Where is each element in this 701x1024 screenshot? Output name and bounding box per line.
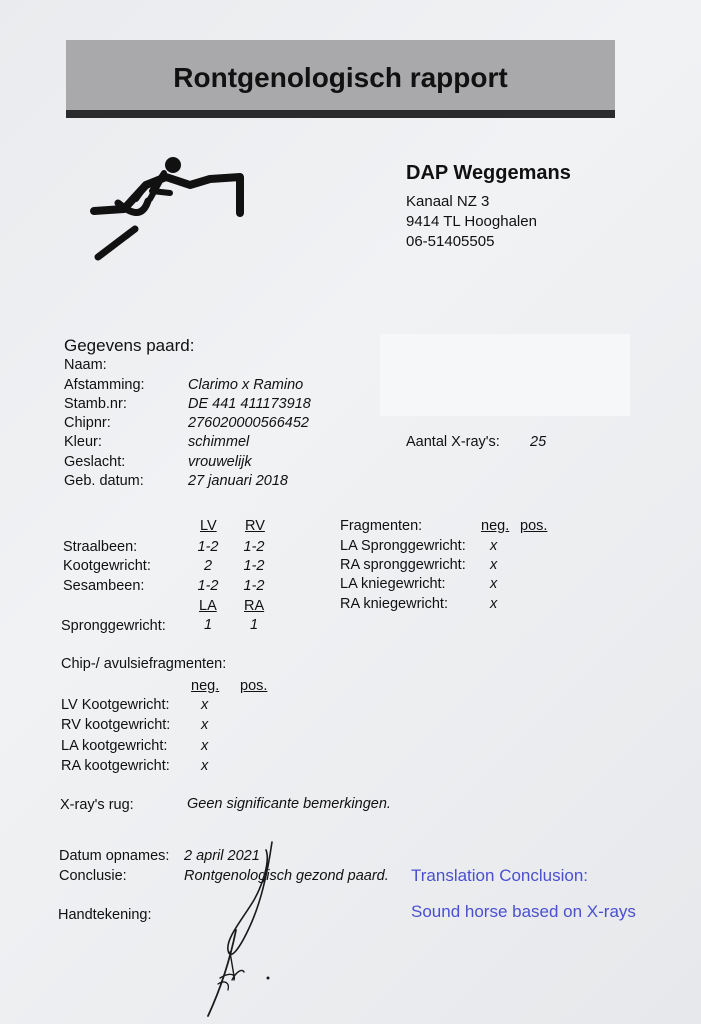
pedigree-value: Clarimo x Ramino <box>188 377 304 393</box>
col-la-header: LA <box>199 598 217 614</box>
fragments-neg-header: neg. <box>481 518 510 534</box>
date-value: 2 april 2021 <box>184 848 260 864</box>
back-xray-value: Geen significante bemerkingen. <box>187 796 391 812</box>
name-label: Naam: <box>64 357 107 373</box>
col-rv-header: RV <box>245 518 265 534</box>
fragment-row-neg: x <box>490 538 498 554</box>
xray-count-label: Aantal X-ray's: <box>406 434 500 450</box>
signature-label: Handtekening: <box>58 907 152 923</box>
studbook-value: DE 441 411173918 <box>188 396 311 412</box>
grade-row-lv: 1-2 <box>197 539 219 555</box>
conclusion-label: Conclusie: <box>59 868 127 884</box>
dob-label: Geb. datum: <box>64 473 144 489</box>
fragment-row-label: RA kniegewricht: <box>340 596 448 612</box>
spronggewricht-la: 1 <box>203 617 213 633</box>
fragment-row-label: RA spronggewricht: <box>340 557 466 573</box>
clinic-address-line1: Kanaal NZ 3 <box>406 193 490 210</box>
horse-section-title: Gegevens paard: <box>64 336 195 355</box>
fragment-row-label: LA kniegewricht: <box>340 576 446 592</box>
grade-row-lv: 2 <box>203 558 213 574</box>
fragments-title: Fragmenten: <box>340 518 423 534</box>
handwritten-signature <box>190 830 310 1020</box>
clinic-phone: 06-51405505 <box>406 233 495 250</box>
fragment-row-label: LA Spronggewricht: <box>340 538 466 554</box>
fragment-row-neg: x <box>490 557 498 573</box>
chip-value: 276020000566452 <box>188 415 309 431</box>
sex-value: vrouwelijk <box>188 454 252 470</box>
translation-text: Sound horse based on X-rays <box>411 902 636 921</box>
report-title: Rontgenologisch rapport <box>173 62 508 93</box>
chip-label: Chipnr: <box>64 415 111 431</box>
grade-row-label: Sesambeen: <box>63 578 145 594</box>
conclusion-value: Rontgenologisch gezond paard. <box>184 868 389 884</box>
studbook-label: Stamb.nr: <box>64 396 127 412</box>
clinic-name: DAP Weggemans <box>406 162 571 184</box>
fragment-row-neg: x <box>490 576 498 592</box>
grade-row-label: Kootgewricht: <box>63 558 151 574</box>
fragments-pos-header: pos. <box>520 518 548 534</box>
dob-value: 27 januari 2018 <box>188 473 288 489</box>
sex-label: Geslacht: <box>64 454 126 470</box>
back-xray-label: X-ray's rug: <box>60 797 134 813</box>
xray-count-value: 25 <box>530 434 547 450</box>
chip-row-neg: x <box>201 697 209 713</box>
date-label: Datum opnames: <box>59 848 170 864</box>
color-label: Kleur: <box>64 434 102 450</box>
chip-row-neg: x <box>201 738 209 754</box>
grade-row-label: Straalbeen: <box>63 539 138 555</box>
chip-row-label: RA kootgewricht: <box>61 758 170 774</box>
grade-row-rv: 1-2 <box>243 558 265 574</box>
horse-jumping-logo-icon <box>90 155 250 265</box>
fragment-row-neg: x <box>490 596 498 612</box>
redacted-area <box>380 334 630 416</box>
chip-row-neg: x <box>201 758 209 774</box>
chip-pos-header: pos. <box>240 678 268 694</box>
grade-row-rv: 1-2 <box>243 539 265 555</box>
chip-row-label: RV kootgewricht: <box>61 717 171 733</box>
chip-row-label: LV Kootgewricht: <box>61 697 170 713</box>
spronggewricht-label: Spronggewricht: <box>61 618 166 634</box>
grade-row-lv: 1-2 <box>197 578 219 594</box>
col-lv-header: LV <box>200 518 217 534</box>
spronggewricht-ra: 1 <box>249 617 259 633</box>
chip-row-neg: x <box>201 717 209 733</box>
grade-row-rv: 1-2 <box>243 578 265 594</box>
color-value: schimmel <box>188 434 250 450</box>
chip-row-label: LA kootgewricht: <box>61 738 168 754</box>
clinic-address-line2: 9414 TL Hooghalen <box>406 213 537 230</box>
pedigree-label: Afstamming: <box>64 377 145 393</box>
col-ra-header: RA <box>244 598 265 614</box>
chip-title: Chip-/ avulsiefragmenten: <box>61 656 227 672</box>
report-header <box>66 40 615 118</box>
chip-neg-header: neg. <box>191 678 220 694</box>
translation-title: Translation Conclusion: <box>411 866 589 885</box>
